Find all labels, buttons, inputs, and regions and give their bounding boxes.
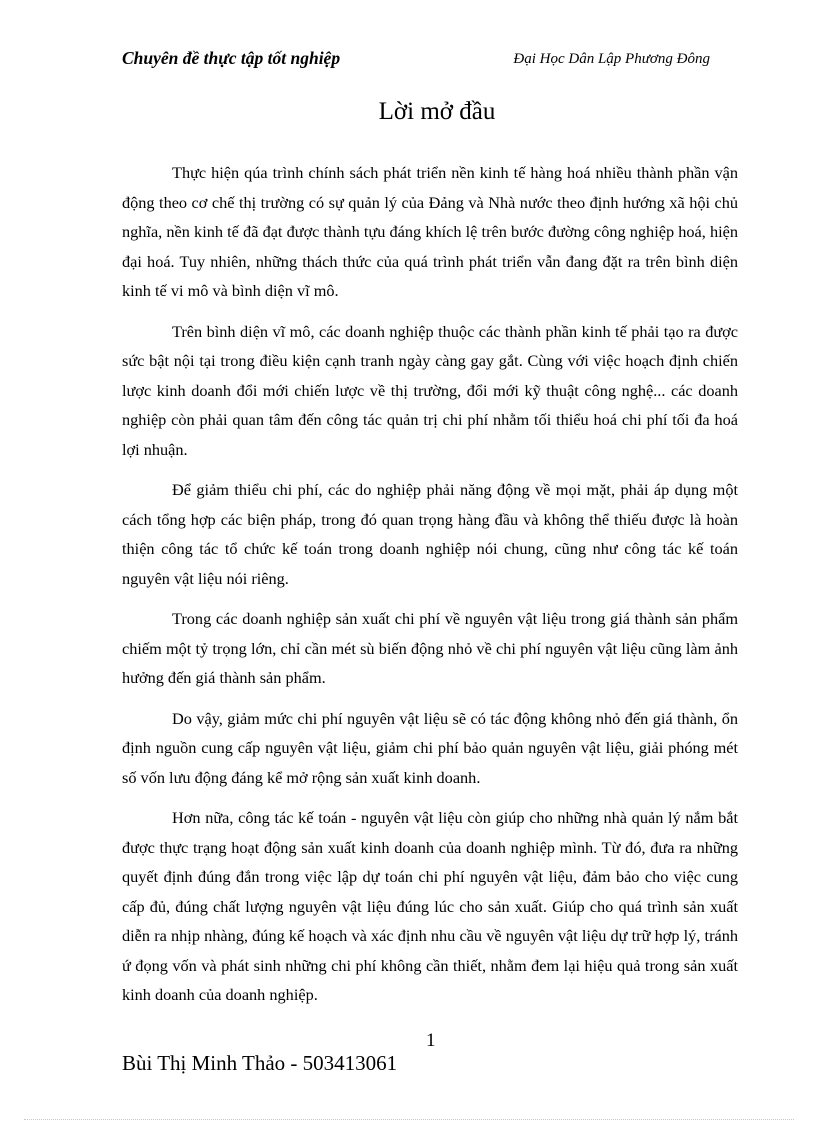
paragraph: Trên bình diện vĩ mô, các doanh nghiệp thuộc các thành phần kinh tế phải tạo ra được sức bật nội tại trong điều kiện cạnh tranh ngày càng gay gắt. Cùng với việc hoạch định chiến lược kinh doanh đổi mới chiến lược về thị trường, đổi mới kỹ thuật công nghệ... các doanh nghiệp còn phải quan tâm đến công tác quản trị chi phí nhằm tối thiểu hoá chi phí tối đa hoá lợi nhuận. [122,321,738,459]
page-edge-divider [24,1119,794,1120]
footer-author: Bùi Thị Minh Thảo - 503413061 [122,1051,398,1075]
header-report-type: Chuyên đề thực tập tốt nghiệp [122,48,341,68]
page-number: 1 [426,1030,436,1051]
page-title: Lời mở đầu [378,98,496,125]
paragraph: Trong các doanh nghiệp sản xuất chi phí về nguyên vật liệu trong giá thành sản phẩm chiếm một tỷ trọng lớn, chỉ cần mét sù biến động nhỏ về chi phí nguyên vật liệu cũng làm ảnh hưởng đến giá thành sản phẩm. [122,609,738,687]
header-university: Đại Học Dân Lập Phương Đông [513,51,710,67]
paragraph: Hơn nữa, công tác kế toán - nguyên vật liệu còn giúp cho những nhà quản lý nắm bắt được thực trạng hoạt động sản xuất kinh doanh của doanh nghiệp mình. Từ đó, đưa ra những quyết định đúng đắn trong việc lập dự toán chi phí nguyên vật liệu, đảm bảo cho việc cung cấp đủ, đúng chất lượng nguyên vật liệu đúng lúc cho sản xuất. Giúp cho quá trình sản xuất diễn ra nhịp nhàng, đúng kế hoạch và xác định nhu cầu về nguyên vật liệu dự trữ hợp lý, tránh ứ đọng vốn và phát sinh những chi phí không cần thiết, nhằm đem lại hiệu quả trong sản xuất kinh doanh của doanh nghiệp. [122,808,738,1004]
paragraph: Do vậy, giảm mức chi phí nguyên vật liệu sẽ có tác động không nhỏ đến giá thành, ổn định nguồn cung cấp nguyên vật liệu, giảm chi phí bảo quản nguyên vật liệu, giải phóng mét số vốn lưu động đáng kể mở rộng sản xuất kinh doanh. [122,708,738,787]
paragraph: Thực hiện qúa trình chính sách phát triển nền kinh tế hàng hoá nhiều thành phần vận động theo cơ chế thị trường có sự quản lý của Đảng và Nhà nước theo định hướng xã hội chủ nghĩa, nền kinh tế đã đạt được thành tựu đáng khích lệ trên bước đường công nghiệp hoá, hiện đại hoá. Tuy nhiên, những thách thức của quá trình phát triển vẫn đang đặt ra trên bình diện kinh tế vi mô và bình diện vĩ mô. [122,163,738,300]
paragraph: Để giảm thiểu chi phí, các do nghiệp phải năng động về mọi mặt, phải áp dụng một cách tổng hợp các biện pháp, trong đó quan trọng hàng đầu và không thể thiếu được là hoàn thiện công tác tổ chức kế toán trong doanh nghiệp nói chung, cũng như công tác kế toán nguyên vật liệu nói riêng. [122,480,738,588]
body-text [122,158,738,1021]
